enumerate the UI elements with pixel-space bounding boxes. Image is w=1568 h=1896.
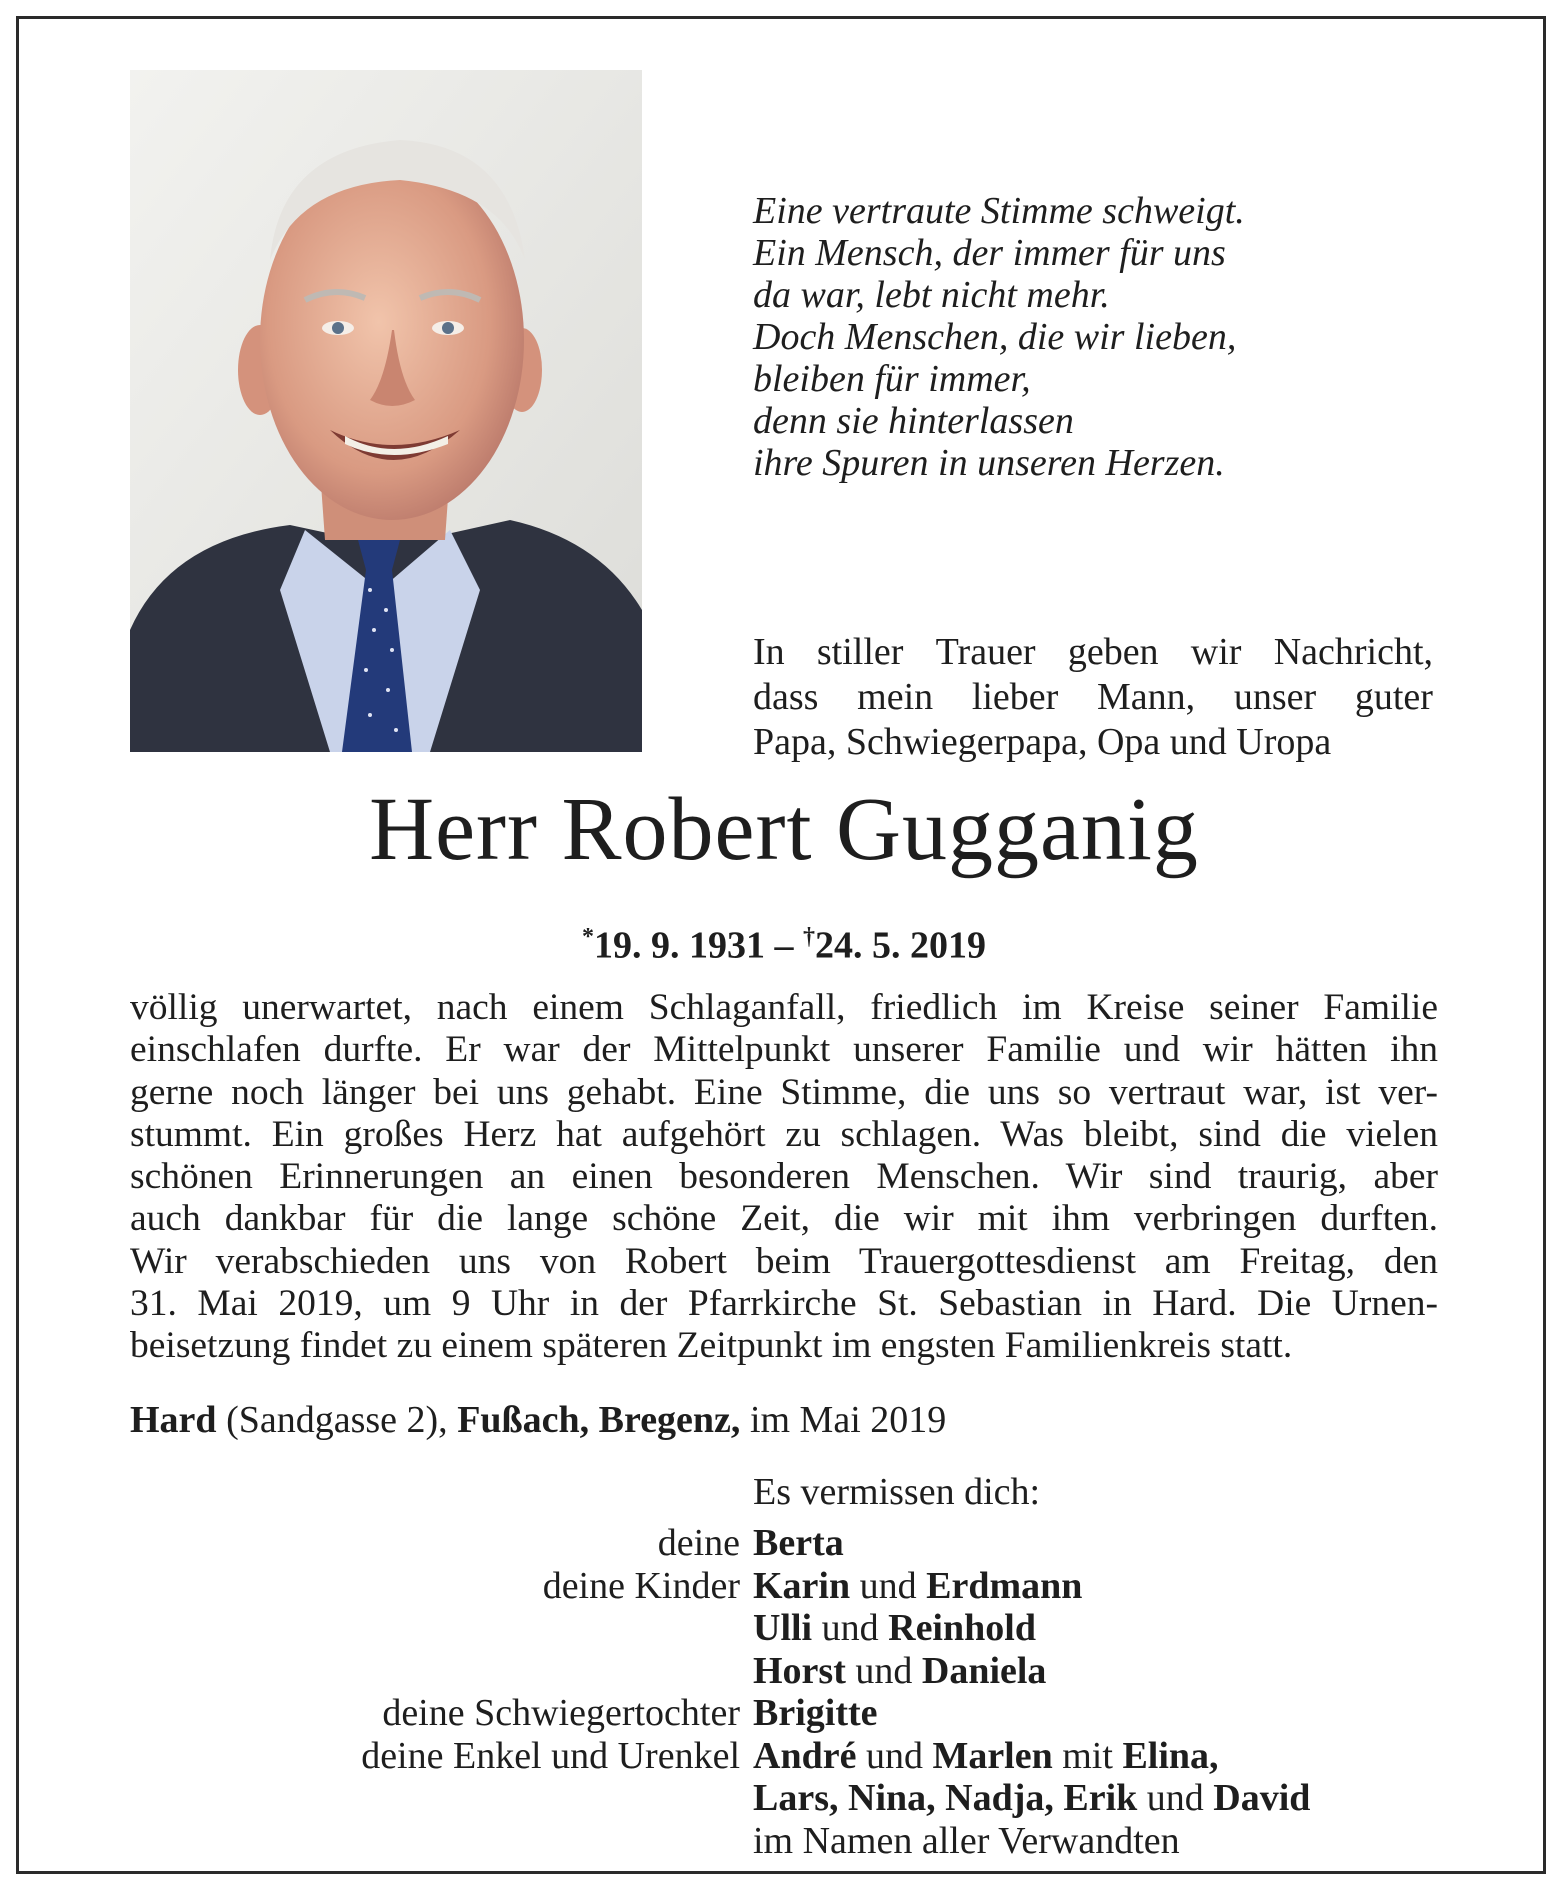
intro-word: Nachricht, bbox=[1273, 631, 1433, 673]
portrait-photo bbox=[130, 70, 642, 752]
mourner-row bbox=[0, 1777, 1568, 1820]
deceased-name: Herr Robert Gugganig bbox=[369, 780, 1199, 879]
mourner-names bbox=[753, 1607, 1036, 1650]
death-date: 24. 5. 2019 bbox=[815, 924, 986, 967]
mourner-name: Marlen bbox=[932, 1734, 1053, 1777]
poem-line: denn sie hinterlassen bbox=[753, 400, 1074, 442]
intro-word: Trauer bbox=[935, 631, 1036, 673]
intro-line bbox=[753, 630, 1433, 675]
intro-word: guter bbox=[1354, 676, 1433, 718]
mourner-names bbox=[753, 1735, 1219, 1778]
notice-body bbox=[130, 987, 1438, 1368]
mourner-relation: deine Schwiegertochter bbox=[382, 1692, 740, 1734]
mourner-name: Brigitte bbox=[753, 1692, 878, 1734]
intro-line bbox=[753, 675, 1433, 720]
mourner-connector: mit bbox=[1052, 1734, 1123, 1777]
mourner-name: Ulli bbox=[753, 1607, 813, 1649]
body-line: einschlafen durfte. Er war der Mittelpunkt unserer Familie und wir hätten ihn bbox=[130, 1029, 1438, 1071]
intro-word: Mann, bbox=[1097, 676, 1196, 718]
poem-line: Eine vertraute Stimme schweigt. bbox=[753, 190, 1245, 232]
mourner-name: Daniela bbox=[921, 1649, 1047, 1692]
body-line: Wir verabschieden uns von Robert beim Trauergottesdienst am Freitag, den bbox=[130, 1240, 1438, 1282]
mourner-name: Karin bbox=[753, 1564, 851, 1607]
mourner-relation: deine bbox=[657, 1522, 740, 1564]
death-symbol: † bbox=[803, 924, 815, 950]
place-date: im Mai 2019 bbox=[740, 1399, 947, 1441]
mourner-relation: deine Kinder bbox=[542, 1564, 740, 1607]
body-line: auch dankbar für die lange schöne Zeit, die wir mit ihm verbringen durften. bbox=[130, 1198, 1438, 1240]
birth-symbol: * bbox=[582, 924, 594, 950]
mourner-connector: und bbox=[845, 1649, 922, 1692]
body-line: beisetzung findet zu einem späteren Zeitpunkt im engsten Familienkreis statt. bbox=[130, 1325, 1293, 1367]
intro-word: dass bbox=[753, 676, 819, 718]
mourner-row bbox=[0, 1692, 1568, 1735]
place-and-date bbox=[130, 1398, 946, 1442]
mourner-connector: im Namen aller Verwandten bbox=[753, 1819, 1180, 1862]
mourner-connector: und bbox=[850, 1564, 927, 1607]
intro-word: wir bbox=[1190, 631, 1242, 673]
mourners-list bbox=[0, 1522, 1568, 1862]
mourner-name: Lars, Nina, Nadja, Erik bbox=[753, 1777, 1138, 1819]
mourner-row bbox=[0, 1607, 1568, 1650]
intro-word: unser bbox=[1233, 676, 1317, 718]
place-address: (Sandgasse 2), bbox=[216, 1399, 458, 1441]
mourner-names bbox=[753, 1777, 1310, 1820]
mourner-name: Elina, bbox=[1122, 1734, 1219, 1777]
body-line: gerne noch länger bei uns gehabt. Eine Stimme, die uns so vertraut war, ist ver- bbox=[130, 1071, 1438, 1113]
mourner-row bbox=[0, 1565, 1568, 1608]
mourner-names bbox=[753, 1650, 1046, 1693]
place-town: Hard bbox=[130, 1399, 217, 1441]
mourner-name: Horst bbox=[753, 1649, 846, 1692]
body-line: stummt. Ein großes Herz hat aufgehört zu schlagen. Was bleibt, sind die vielen bbox=[130, 1113, 1438, 1155]
poem-line: Doch Menschen, die wir lieben, bbox=[753, 316, 1237, 358]
mourner-relation: deine Enkel und Urenkel bbox=[361, 1734, 740, 1777]
mourner-connector: und bbox=[856, 1734, 933, 1777]
date-separator: – bbox=[765, 924, 803, 967]
mourners-heading: Es vermissen dich: bbox=[753, 1471, 1041, 1513]
mourner-name: André bbox=[753, 1734, 857, 1777]
intro-word: mein bbox=[857, 676, 934, 718]
body-line: völlig unerwartet, nach einem Schlaganfall, friedlich im Kreise seiner Familie bbox=[130, 987, 1438, 1028]
place-towns: Fußach, Bregenz, bbox=[457, 1399, 741, 1441]
mourner-names bbox=[753, 1565, 1082, 1608]
birth-date: 19. 9. 1931 bbox=[594, 924, 765, 967]
mourner-names bbox=[753, 1692, 878, 1735]
mourner-connector: und bbox=[812, 1607, 889, 1649]
intro-text bbox=[753, 630, 1433, 765]
mourner-connector: und bbox=[1137, 1777, 1214, 1819]
mourner-row bbox=[0, 1735, 1568, 1778]
intro-word: lieber bbox=[971, 676, 1059, 718]
intro-word: geben bbox=[1067, 631, 1159, 673]
intro-word: In bbox=[753, 631, 785, 673]
mourner-name: Erdmann bbox=[926, 1564, 1083, 1607]
poem-line: ihre Spuren in unseren Herzen. bbox=[753, 442, 1225, 484]
poem bbox=[753, 190, 1453, 484]
intro-word: stiller bbox=[816, 631, 904, 673]
body-line: schönen Erinnerungen an einen besonderen Menschen. Wir sind traurig, aber bbox=[130, 1156, 1438, 1198]
life-dates bbox=[0, 915, 1568, 968]
poem-line: bleiben für immer, bbox=[753, 358, 1031, 400]
body-line: 31. Mai 2019, um 9 Uhr in der Pfarrkirche St. Sebastian in Hard. Die Urnen- bbox=[130, 1283, 1438, 1325]
mourner-name: David bbox=[1213, 1777, 1311, 1819]
mourner-name: Reinhold bbox=[888, 1607, 1036, 1649]
poem-line: Ein Mensch, der immer für uns bbox=[753, 232, 1226, 274]
mourner-name: Berta bbox=[753, 1522, 844, 1564]
mourner-names bbox=[753, 1820, 1180, 1863]
mourner-row bbox=[0, 1820, 1568, 1863]
poem-line: da war, lebt nicht mehr. bbox=[753, 274, 1110, 316]
mourner-row bbox=[0, 1522, 1568, 1565]
intro-line: Papa, Schwiegerpapa, Opa und Uropa bbox=[753, 721, 1332, 763]
mourner-names bbox=[753, 1522, 844, 1565]
mourner-row bbox=[0, 1650, 1568, 1693]
